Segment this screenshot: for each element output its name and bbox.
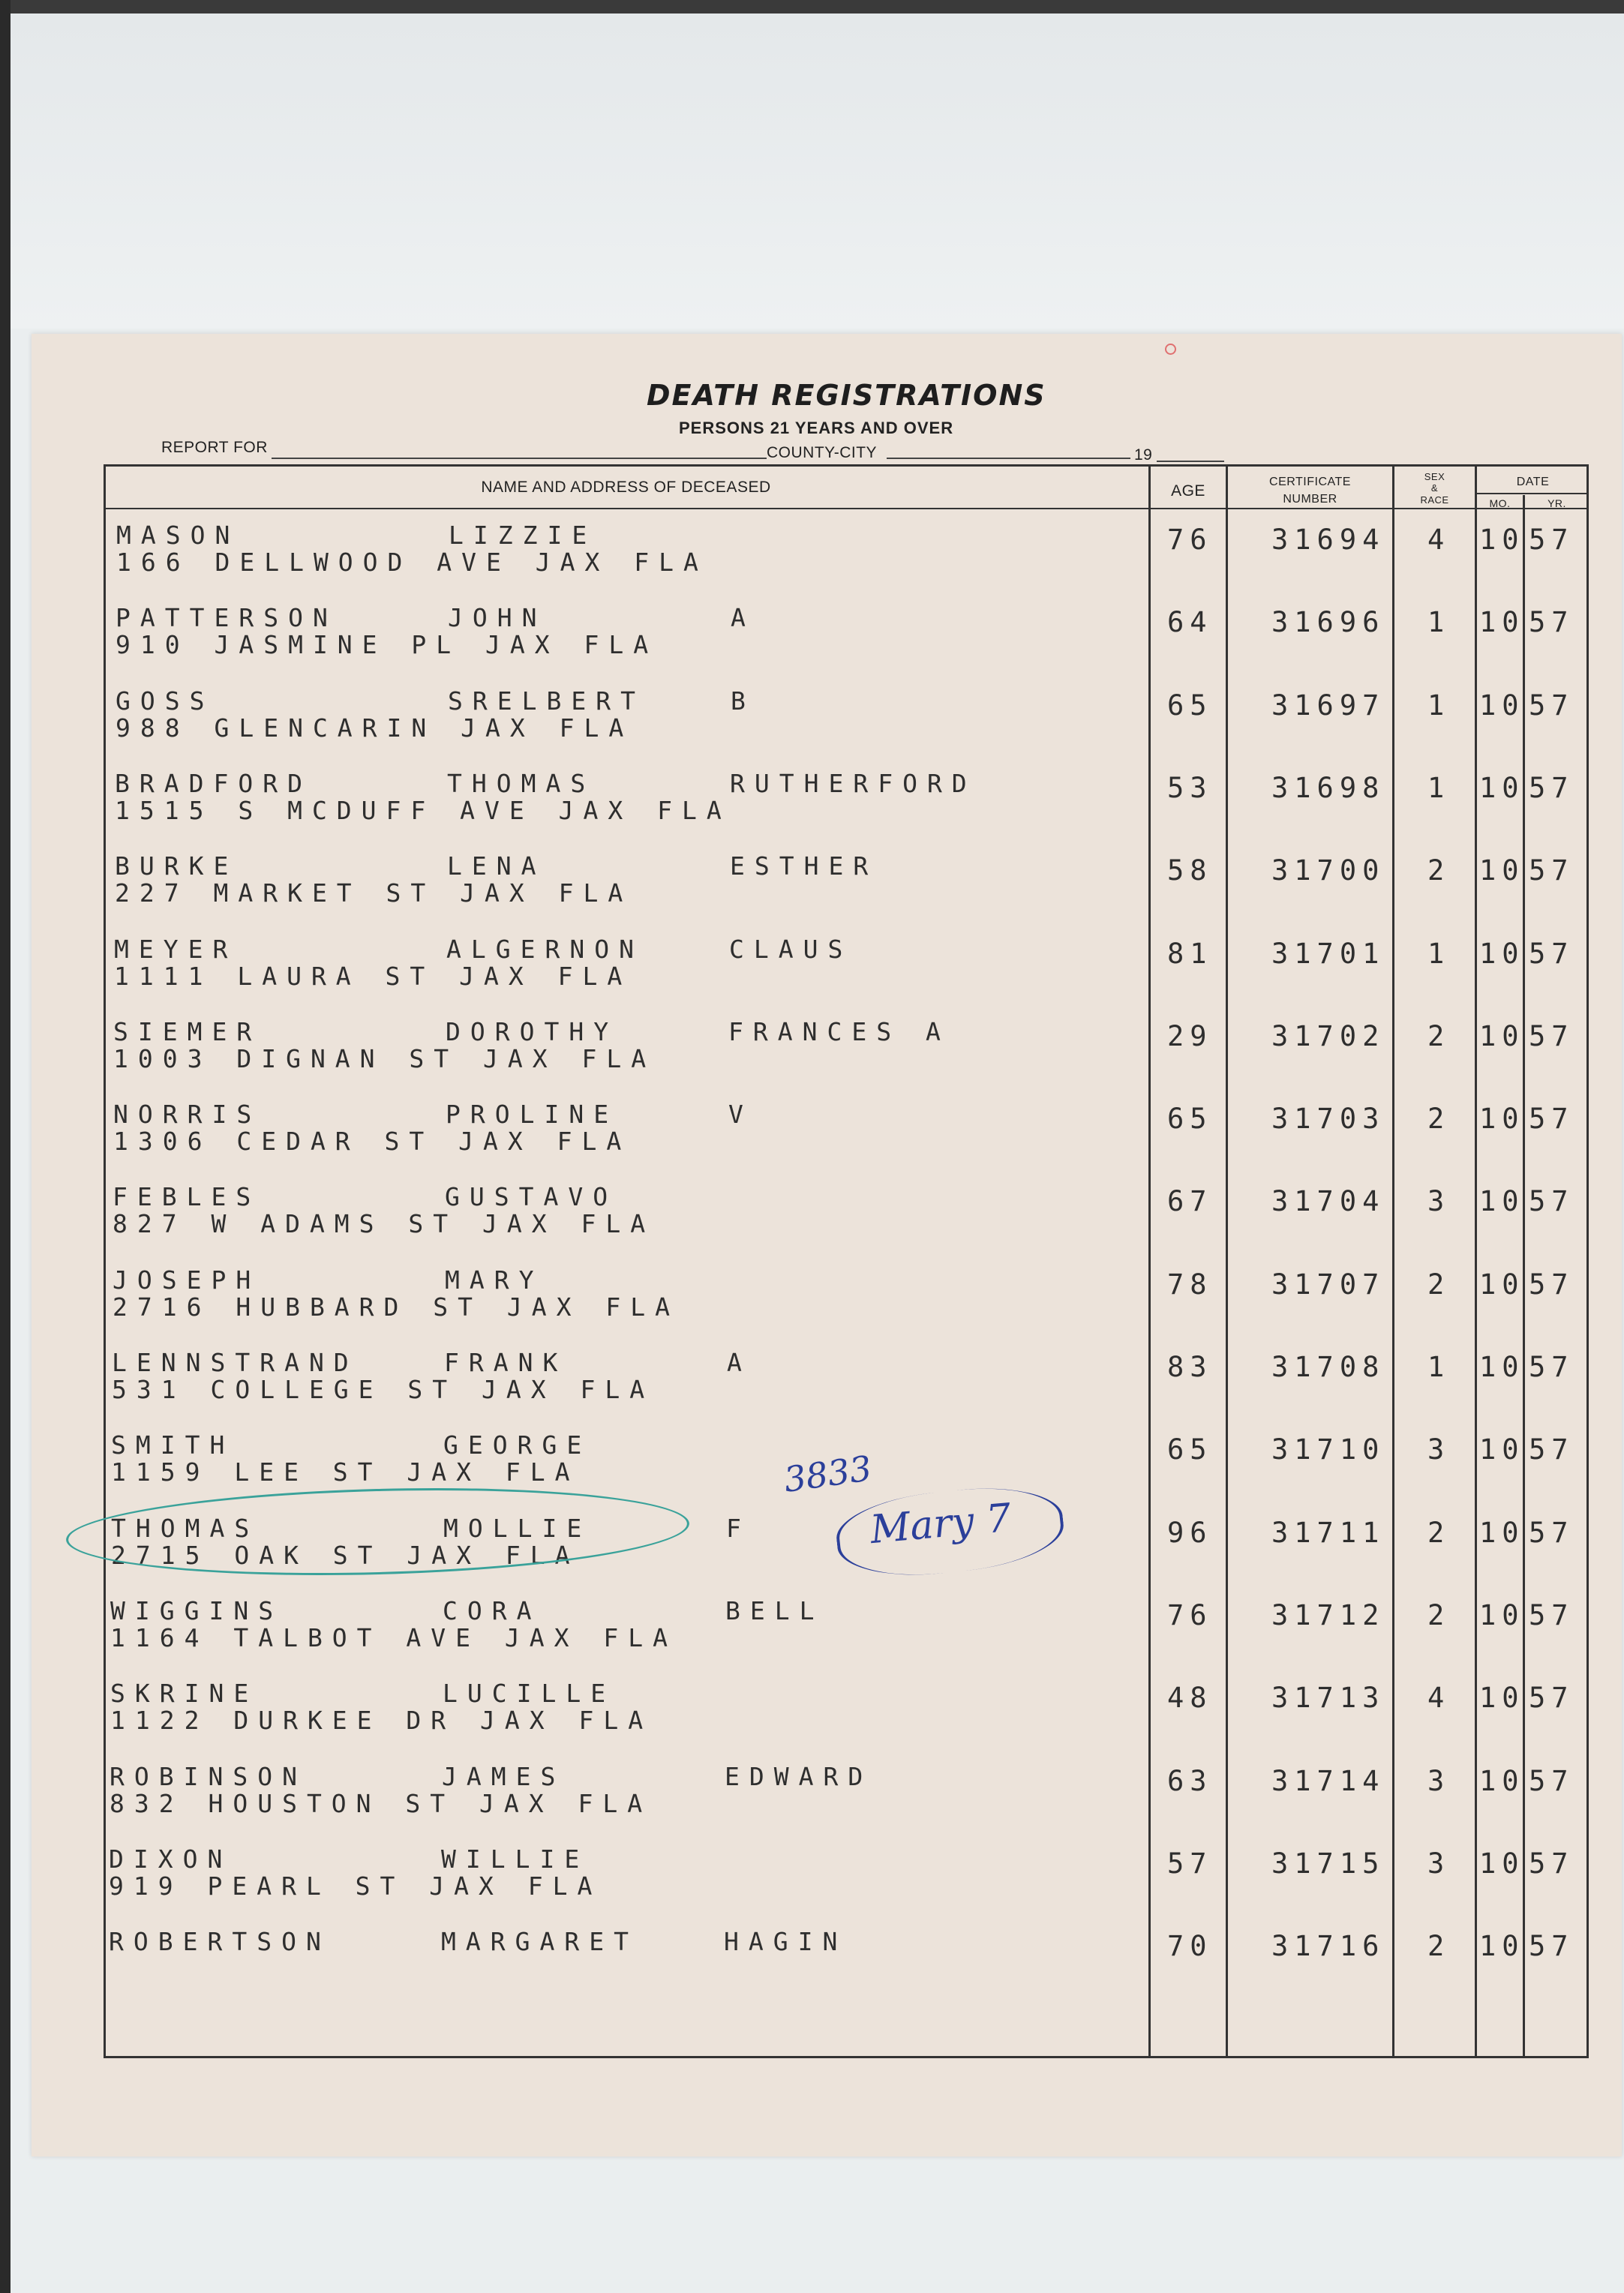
year-value: 57: [1529, 689, 1574, 722]
sex-race-code: 2: [1427, 1599, 1451, 1631]
certificate-number: 31713: [1271, 1682, 1385, 1714]
deceased-surname: THOMAS: [111, 1514, 260, 1543]
deceased-address: 1306 CEDAR ST JAX FLA: [113, 1127, 632, 1156]
year-value: 57: [1529, 1599, 1574, 1631]
month-value: 10: [1479, 1351, 1525, 1383]
deceased-middle-name: FRANCES A: [728, 1017, 950, 1046]
month-value: 10: [1479, 1103, 1525, 1135]
deceased-surname: PATTERSON: [116, 603, 338, 632]
header-name-address: NAME AND ADDRESS OF DECEASED: [481, 479, 771, 496]
header-month: MO.: [1489, 497, 1511, 509]
certificate-number: 31707: [1271, 1268, 1385, 1301]
deceased-middle-name: A: [727, 1348, 752, 1377]
month-value: 10: [1479, 1020, 1525, 1052]
deceased-surname: BURKE: [115, 851, 239, 881]
deceased-given-name: LIZZIE: [449, 521, 597, 550]
table-row: [0, 686, 1624, 769]
deceased-given-name: CORA: [443, 1596, 542, 1625]
month-value: 10: [1479, 1847, 1525, 1880]
deceased-address: 1515 S MCDUFF AVE JAX FLA: [115, 796, 731, 825]
year-value: 57: [1529, 938, 1574, 970]
age-value: 48: [1167, 1682, 1213, 1714]
table-row: [0, 1182, 1624, 1265]
deceased-surname: ROBINSON: [110, 1762, 307, 1791]
deceased-given-name: FRANK: [444, 1348, 568, 1377]
sex-race-code: 1: [1427, 1351, 1451, 1383]
sex-race-code: 2: [1427, 1517, 1451, 1549]
deceased-surname: SKRINE: [110, 1679, 259, 1708]
month-value: 10: [1479, 1268, 1525, 1301]
month-value: 10: [1479, 772, 1525, 804]
age-value: 65: [1167, 1103, 1213, 1135]
certificate-number: 31716: [1271, 1930, 1385, 1962]
deceased-given-name: GEORGE: [443, 1430, 592, 1460]
deceased-address: 910 JASMINE PL JAX FLA: [116, 630, 659, 659]
deceased-surname: MEYER: [114, 935, 238, 964]
sex-race-code: 2: [1427, 1020, 1451, 1052]
certificate-number: 31698: [1271, 772, 1385, 804]
year-value: 57: [1529, 772, 1574, 804]
deceased-given-name: THOMAS: [447, 769, 596, 798]
month-value: 10: [1479, 1930, 1525, 1962]
deceased-address: 1003 DIGNAN ST JAX FLA: [113, 1044, 656, 1073]
age-value: 76: [1167, 1599, 1213, 1631]
deceased-middle-name: V: [728, 1100, 753, 1129]
age-value: 67: [1167, 1185, 1213, 1217]
table-row: [0, 1679, 1624, 1761]
table-row: [0, 1100, 1624, 1182]
sex-race-code: 2: [1427, 854, 1451, 887]
deceased-middle-name: B: [731, 686, 755, 716]
deceased-address: 1111 LAURA ST JAX FLA: [114, 962, 632, 991]
deceased-given-name: DOROTHY: [446, 1017, 619, 1046]
deceased-middle-name: A: [731, 603, 755, 632]
deceased-surname: BRADFORD: [115, 769, 312, 798]
deceased-given-name: MARY: [445, 1265, 544, 1295]
age-value: 29: [1167, 1020, 1213, 1052]
header-amp: &: [1430, 482, 1439, 494]
sex-race-code: 3: [1427, 1765, 1451, 1797]
month-value: 10: [1479, 1765, 1525, 1797]
sex-race-code: 1: [1427, 772, 1451, 804]
year-value: 57: [1529, 1765, 1574, 1797]
sex-race-code: 4: [1427, 524, 1451, 556]
year-value: 57: [1529, 1847, 1574, 1880]
month-value: 10: [1479, 524, 1525, 556]
deceased-given-name: JOHN: [448, 603, 547, 632]
year-value: 57: [1529, 1517, 1574, 1549]
deceased-address: 1122 DURKEE DR JAX FLA: [110, 1706, 653, 1735]
deceased-given-name: MOLLIE: [443, 1514, 592, 1543]
table-row: [0, 1017, 1624, 1100]
deceased-address: 988 GLENCARIN JAX FLA: [116, 713, 634, 743]
deceased-address: 827 W ADAMS ST JAX FLA: [113, 1209, 656, 1238]
header-year: YR.: [1547, 497, 1566, 509]
deceased-given-name: MARGARET: [441, 1927, 638, 1956]
month-value: 10: [1479, 854, 1525, 887]
sex-race-code: 3: [1427, 1185, 1451, 1217]
deceased-middle-name: CLAUS: [729, 935, 853, 964]
report-for-label: REPORT FOR: [161, 439, 268, 456]
table-row: [0, 1844, 1624, 1927]
table-row: [0, 935, 1624, 1017]
table-row: [0, 521, 1624, 603]
header-sex: SEX: [1424, 471, 1445, 482]
deceased-middle-name: RUTHERFORD: [730, 769, 977, 798]
age-value: 76: [1167, 524, 1213, 556]
certificate-number: 31714: [1271, 1765, 1385, 1797]
handwritten-number: 3833: [781, 1448, 875, 1500]
deceased-middle-name: F: [726, 1514, 751, 1543]
table-row: [0, 1927, 1624, 2009]
year-value: 57: [1529, 524, 1574, 556]
month-value: 10: [1479, 1433, 1525, 1466]
deceased-given-name: JAMES: [442, 1762, 566, 1791]
header-number: NUMBER: [1283, 493, 1337, 506]
certificate-number: 31700: [1271, 854, 1385, 887]
table-row: [0, 1762, 1624, 1844]
header-race: RACE: [1420, 494, 1449, 506]
deceased-middle-name: ESTHER: [730, 851, 878, 881]
sex-race-code: 1: [1427, 689, 1451, 722]
table-row: [0, 1348, 1624, 1430]
year-value: 57: [1529, 1682, 1574, 1714]
age-value: 53: [1167, 772, 1213, 804]
month-value: 10: [1479, 1682, 1525, 1714]
certificate-number: 31696: [1271, 606, 1385, 638]
deceased-given-name: LUCILLE: [443, 1679, 616, 1708]
certificate-number: 31712: [1271, 1599, 1385, 1631]
certificate-number: 31708: [1271, 1351, 1385, 1383]
certificate-number: 31703: [1271, 1103, 1385, 1135]
month-value: 10: [1479, 606, 1525, 638]
month-value: 10: [1479, 689, 1525, 722]
header-date: DATE: [1516, 476, 1550, 488]
deceased-surname: JOSEPH: [113, 1265, 261, 1295]
certificate-number: 31704: [1271, 1185, 1385, 1217]
sex-race-code: 1: [1427, 938, 1451, 970]
certificate-number: 31711: [1271, 1517, 1385, 1549]
age-value: 83: [1167, 1351, 1213, 1383]
deceased-address: 166 DELLWOOD AVE JAX FLA: [116, 548, 708, 577]
deceased-address: 1164 TALBOT AVE JAX FLA: [110, 1623, 677, 1652]
deceased-surname: WIGGINS: [110, 1596, 284, 1625]
deceased-address: 2715 OAK ST JAX FLA: [111, 1541, 580, 1570]
sex-race-code: 3: [1427, 1433, 1451, 1466]
month-value: 10: [1479, 1599, 1525, 1631]
header-age: AGE: [1171, 482, 1205, 500]
age-value: 81: [1167, 938, 1213, 970]
deceased-middle-name: HAGIN: [724, 1927, 848, 1956]
deceased-address: 227 MARKET ST JAX FLA: [115, 878, 633, 908]
sex-race-code: 2: [1427, 1930, 1451, 1962]
deceased-address: 919 PEARL ST JAX FLA: [109, 1871, 602, 1901]
year-value: 57: [1529, 1930, 1574, 1962]
deceased-middle-name: EDWARD: [725, 1762, 873, 1791]
age-value: 57: [1167, 1847, 1213, 1880]
deceased-given-name: ALGERNON: [446, 935, 644, 964]
deceased-address: 1159 LEE ST JAX FLA: [111, 1457, 580, 1487]
deceased-surname: ROBERTSON: [109, 1927, 331, 1956]
age-value: 78: [1167, 1268, 1213, 1301]
deceased-middle-name: BELL: [725, 1596, 824, 1625]
age-value: 96: [1167, 1517, 1213, 1549]
handwritten-note: Mary 7: [868, 1495, 1013, 1553]
deceased-surname: NORRIS: [113, 1100, 262, 1129]
certificate-number: 31710: [1271, 1433, 1385, 1466]
certificate-number: 31702: [1271, 1020, 1385, 1052]
month-value: 10: [1479, 1185, 1525, 1217]
year-value: 57: [1529, 606, 1574, 638]
certificate-number: 31701: [1271, 938, 1385, 970]
age-value: 63: [1167, 1765, 1213, 1797]
certificate-number: 31697: [1271, 689, 1385, 722]
header-certificate: CERTIFICATE: [1269, 476, 1351, 488]
year-value: 57: [1529, 1351, 1574, 1383]
month-value: 10: [1479, 1517, 1525, 1549]
year-value: 57: [1529, 1020, 1574, 1052]
deceased-surname: GOSS: [116, 686, 215, 716]
table-row: [0, 769, 1624, 851]
deceased-given-name: GUSTAVO: [445, 1182, 618, 1211]
year-value: 57: [1529, 1433, 1574, 1466]
deceased-address: 832 HOUSTON ST JAX FLA: [110, 1789, 653, 1818]
certificate-number: 31715: [1271, 1847, 1385, 1880]
deceased-surname: DIXON: [109, 1844, 233, 1874]
deceased-address: 531 COLLEGE ST JAX FLA: [112, 1375, 655, 1404]
form-subtitle: PERSONS 21 YEARS AND OVER: [679, 419, 954, 437]
age-value: 70: [1167, 1930, 1213, 1962]
table-row: [0, 851, 1624, 934]
age-value: 65: [1167, 689, 1213, 722]
table-row: [0, 1265, 1624, 1348]
county-city-label: COUNTY-CITY: [767, 444, 878, 461]
sex-race-code: 2: [1427, 1103, 1451, 1135]
deceased-given-name: WILLIE: [441, 1844, 590, 1874]
certificate-number: 31694: [1271, 524, 1385, 556]
deceased-address: 2716 HUBBARD ST JAX FLA: [113, 1292, 680, 1322]
sex-race-code: 2: [1427, 1268, 1451, 1301]
deceased-given-name: LENA: [447, 851, 546, 881]
year-value: 57: [1529, 1268, 1574, 1301]
year-label: 19: [1134, 446, 1153, 464]
sex-race-code: 4: [1427, 1682, 1451, 1714]
deceased-given-name: PROLINE: [446, 1100, 619, 1129]
form-title: DEATH REGISTRATIONS: [647, 379, 1046, 412]
sex-race-code: 1: [1427, 606, 1451, 638]
year-value: 57: [1529, 854, 1574, 887]
age-value: 65: [1167, 1433, 1213, 1466]
deceased-surname: SMITH: [111, 1430, 235, 1460]
age-value: 64: [1167, 606, 1213, 638]
age-value: 58: [1167, 854, 1213, 887]
deceased-surname: LENNSTRAND: [112, 1348, 359, 1377]
deceased-surname: SIEMER: [113, 1017, 262, 1046]
month-value: 10: [1479, 938, 1525, 970]
deceased-surname: MASON: [116, 521, 240, 550]
year-value: 57: [1529, 1185, 1574, 1217]
table-row: [0, 603, 1624, 686]
year-value: 57: [1529, 1103, 1574, 1135]
deceased-given-name: SRELBERT: [448, 686, 645, 716]
deceased-surname: FEBLES: [113, 1182, 261, 1211]
table-row: [0, 1596, 1624, 1679]
sex-race-code: 3: [1427, 1847, 1451, 1880]
